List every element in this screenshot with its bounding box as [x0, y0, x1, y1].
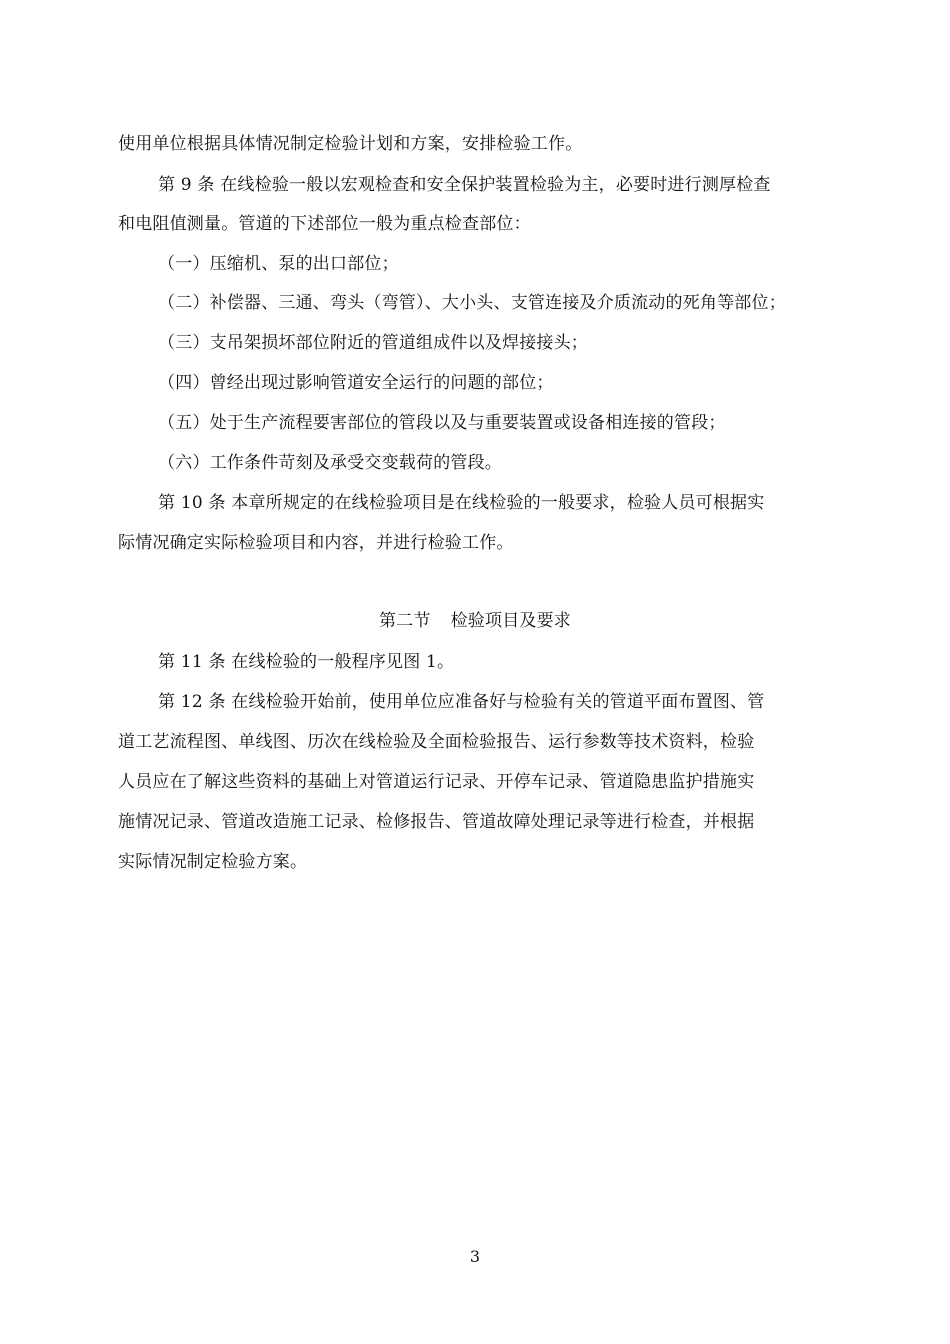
list-item-4: （四）曾经出现过影响管道安全运行的问题的部位； [158, 373, 554, 393]
paragraph-line: 使用单位根据具体情况制定检验计划和方案，安排检验工作。 [118, 134, 583, 154]
article-10-line-2: 际情况确定实际检验项目和内容，并进行检验工作。 [118, 533, 514, 553]
list-item-2: （二）补偿器、三通、弯头（弯管）、大小头、支管连接及介质流动的死角等部位； [158, 293, 786, 313]
list-item-1: （一）压缩机、泵的出口部位； [158, 254, 399, 274]
article-9-line-2: 和电阻值测量。管道的下述部位一般为重点检查部位： [118, 214, 531, 234]
article-12-line-1: 第 12 条 在线检验开始前，使用单位应准备好与检验有关的管道平面布置图、管 [158, 692, 765, 712]
section-number: 第二节 [378, 611, 431, 631]
article-12-line-2: 道工艺流程图、单线图、历次在线检验及全面检验报告、运行参数等技术资料，检验 [118, 732, 755, 752]
page-number: 3 [469, 1247, 481, 1266]
section-title: 检验项目及要求 [450, 611, 571, 631]
list-item-5: （五）处于生产流程要害部位的管段以及与重要装置或设备相连接的管段； [158, 413, 726, 433]
list-item-6: （六）工作条件苛刻及承受交变载荷的管段。 [158, 453, 502, 473]
article-9-line-1: 第 9 条 在线检验一般以宏观检查和安全保护装置检验为主，必要时进行测厚检查 [158, 175, 771, 195]
list-item-3: （三）支吊架损坏部位附近的管道组成件以及焊接接头； [158, 333, 588, 353]
article-12-line-4: 施情况记录、管道改造施工记录、检修报告、管道故障处理记录等进行检查，并根据 [118, 812, 755, 832]
section-heading [0, 610, 950, 632]
article-10-line-1: 第 10 条 本章所规定的在线检验项目是在线检验的一般要求，检验人员可根据实 [158, 493, 765, 513]
article-11-line-1: 第 11 条 在线检验的一般程序见图 1。 [158, 652, 455, 672]
article-12-line-3: 人员应在了解这些资料的基础上对管道运行记录、开停车记录、管道隐患监护措施实 [118, 772, 755, 792]
article-12-line-5: 实际情况制定检验方案。 [118, 852, 308, 872]
